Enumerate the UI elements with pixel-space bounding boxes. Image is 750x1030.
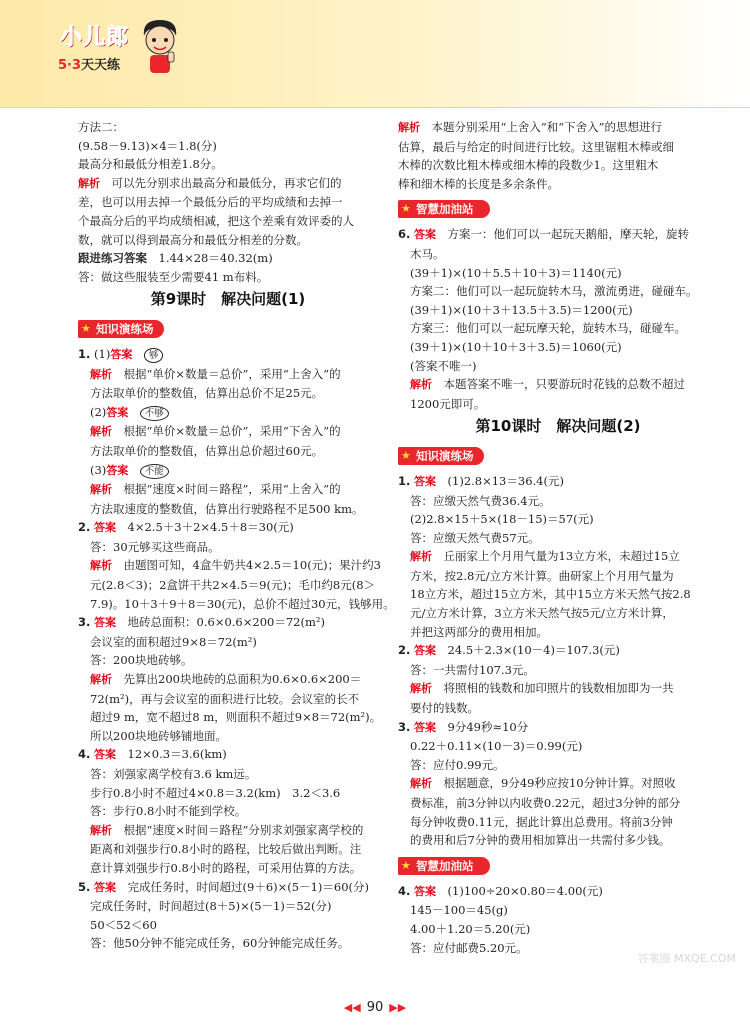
text-line: 每分钟收费0.11元，据此计算出总费用。将前3分钟	[410, 814, 673, 829]
text-line: 答：做这些服装至少需要41 m布料。	[78, 269, 269, 284]
question-number: 6.	[398, 227, 411, 242]
text-line: 50＜52＜60	[90, 917, 157, 932]
text-line: 估算，最后与给定的时间进行比较。这里锯粗木棒或细	[398, 139, 674, 154]
analysis-tag: 解析	[90, 425, 112, 439]
text-line: 4×2.5＋3＋2×4.5＋8＝30(元)	[127, 520, 294, 535]
text-line: 数，就可以得到最高分和最低分相差的分数。	[78, 232, 308, 247]
text-line: 本题答案不唯一，只要游玩时花钱的总数不超过	[443, 377, 685, 392]
section-label: ★ 智慧加油站	[398, 200, 490, 218]
text-line: 意计算刘强步行0.8小时的路程，可采用估算的方法。	[90, 860, 362, 875]
section-banner	[398, 856, 718, 876]
question-number: 3.	[78, 615, 91, 630]
text-line: 本题分别采用“上舍入”和“下舍入”的思想进行	[431, 120, 663, 134]
text-line: 答：应付邮费5.20元。	[410, 940, 528, 955]
text-line: 0.22＋0.11×(10－3)＝0.99(元)	[410, 739, 583, 754]
text-line: 根据“单价×数量＝总价”，采用“下舍入”的	[123, 424, 341, 439]
text-line: (39＋1)×(10＋5.5＋10＋3)＝1140(元)	[410, 265, 622, 280]
section-label: ★ 智慧加油站	[398, 857, 490, 875]
text-line: 72(m²)，再与会议室的面积进行比较。会议室的长不	[90, 691, 360, 706]
answer-tag: 答案	[414, 644, 437, 658]
boy-mascot-icon	[138, 18, 182, 76]
text-line: 方法取单价的整数值，估算出总价不足25元。	[90, 386, 324, 401]
analysis-tag: 解析	[410, 378, 432, 392]
text-line: 所以200块地砖够铺地面。	[90, 728, 227, 743]
text-line: 超过9 m，宽不超过8 m，则面积不超过9×8＝72(m²)。	[90, 710, 382, 725]
section-banner	[398, 446, 718, 466]
question-number: 1.	[78, 346, 91, 361]
section-label: ★ 知识演练场	[398, 447, 484, 465]
text-line: 方法取单价的整数值，估算出总价超过60元。	[90, 443, 324, 458]
text-line: 方法二：	[78, 120, 124, 134]
text-line: (1)100÷20×0.80＝4.00(元)	[447, 883, 603, 898]
left-column	[78, 118, 395, 953]
answer-tag: 答案	[414, 228, 437, 242]
text-line: 答：步行0.8小时不能到学校。	[90, 804, 247, 819]
question-number: 3.	[398, 719, 411, 734]
text-line: 1200元即可。	[410, 396, 486, 411]
text-line: 完成任务时，时间超过(8＋5)×(5－1)＝52(分)	[90, 899, 332, 914]
question-number: 2.	[398, 643, 411, 658]
analysis-tag: 解析	[410, 777, 432, 791]
analysis-tag: 解析	[90, 559, 112, 573]
circled-answer: 不够	[140, 406, 169, 421]
logo-sub-number: 5·3	[58, 58, 82, 73]
text-line: 将照相的钱数和加印照片的钱数相加即为一共	[443, 681, 674, 696]
text-line: 18立方米，超过15立方米，其中15立方米天然气按2.8	[410, 587, 691, 602]
analysis-tag: 解析	[90, 483, 112, 497]
text-line: 方案三：他们可以一起玩摩天轮，旋转木马，碰碰车。	[410, 321, 686, 336]
text-line: 由题图可知，4盒牛奶共4×2.5＝10(元)；果汁约3	[123, 558, 381, 573]
brand-logo	[52, 20, 182, 88]
text-line: 答：一共需付107.3元。	[410, 662, 535, 677]
answer-tag: 答案	[94, 616, 117, 630]
text-line: 木棒的次数比粗木棒或细木棒的段数少1。这里粗木	[398, 158, 659, 173]
text-line: 7.9)。10＋3＋9＋8＝30(元)，总价不超过30元，钱够用。	[90, 596, 395, 611]
lesson-title: 第10课时 解决问题(2)	[475, 417, 641, 436]
answer-tag: 答案	[414, 474, 437, 488]
text-line: 丘丽家上个月用气量为13立方米，未超过15立	[443, 549, 680, 564]
text-line: 并把这两部分的费用相加。	[410, 624, 548, 639]
text-line: 根据“单价×数量＝总价”，采用“上舍入”的	[123, 366, 341, 381]
header-band	[0, 0, 750, 108]
text-line: 9分49秒≈10分	[447, 719, 529, 734]
logo-title: 小儿郎	[60, 25, 130, 50]
text-line: 先算出200块地砖的总面积为0.6×0.6×200＝	[123, 672, 362, 687]
section-banner	[398, 199, 718, 219]
analysis-tag: 解析	[90, 367, 112, 381]
text-line: (2)2.8×15＋5×(18－15)＝57(元)	[410, 512, 594, 527]
answer-tag: 答案	[94, 880, 117, 894]
text-line: 答：应付0.99元。	[410, 757, 505, 772]
analysis-tag: 解析	[410, 682, 432, 696]
answer-tag: 答案	[414, 720, 437, 734]
sub-number: (1)	[94, 346, 111, 361]
right-column	[398, 118, 718, 957]
text-line: 答：他50分钟不能完成任务，60分钟能完成任务。	[90, 936, 350, 951]
next-arrows-icon: ▶▶	[389, 1001, 407, 1014]
text-line: 方案一：他们可以一起玩天鹅船，摩天轮，旋转	[447, 227, 690, 242]
text-line: (39＋1)×(10＋10＋3＋3.5)＝1060(元)	[410, 339, 622, 354]
lesson-title: 第9课时 解决问题(1)	[150, 290, 306, 309]
text-line: 4.00＋1.20＝5.20(元)	[410, 921, 531, 936]
answer-tag: 答案	[106, 463, 129, 477]
analysis-tag: 解析	[410, 550, 432, 564]
text-line: 元(2.8＜3)；2盒饼干共2×4.5＝9(元)；毛巾约8元(8＞	[90, 578, 376, 593]
text-line: 棒和细木棒的长度是多余条件。	[398, 176, 559, 191]
section-label: ★ 知识演练场	[78, 320, 164, 338]
analysis-tag: 解析	[78, 176, 100, 190]
text-line: 费标准，前3分钟以内收费0.22元，超过3分钟的部分	[410, 796, 681, 810]
text-line: 答：30元够买这些商品。	[90, 539, 220, 554]
sub-number: (2)	[90, 404, 107, 419]
followup-tag: 跟进练习答案	[78, 251, 147, 266]
sub-number: (3)	[90, 462, 107, 477]
section-banner	[78, 319, 378, 339]
circled-answer: 不能	[140, 464, 169, 479]
circled-answer: 够	[144, 348, 164, 363]
page-number: 90	[366, 1000, 384, 1015]
text-line: 木马。	[410, 246, 445, 261]
question-number: 4.	[78, 747, 91, 762]
prev-arrows-icon: ◀◀	[343, 1001, 361, 1014]
text-line: (9.58－9.13)×4＝1.8(分)	[78, 138, 217, 153]
text-line: 答：应缴天然气费36.4元。	[410, 493, 551, 508]
text-line: 答：应缴天然气费57元。	[410, 530, 540, 545]
text-line: 元/立方米计算，3立方米天然气按5元/立方米计算，	[410, 606, 674, 621]
question-number: 5.	[78, 879, 91, 894]
answer-tag: 答案	[106, 405, 129, 419]
text-line: 根据“速度×时间＝路程”，采用“上舍入”的	[123, 482, 341, 497]
answer-tag: 答案	[94, 521, 117, 535]
text-line: 差，也可以用去掉一个最低分后的平均成绩和去掉一	[78, 195, 343, 210]
analysis-tag: 解析	[398, 121, 420, 134]
text-line: (答案不唯一)	[410, 358, 477, 373]
text-line: 答：200块地砖够。	[90, 653, 193, 668]
text-line: 可以先分别求出最高分和最低分，再求它们的	[111, 175, 342, 190]
text-line: 的费用和后7分钟的费用相加算出一共需付多少钱。	[410, 833, 671, 848]
text-line: 距离和刘强步行0.8小时的路程，比较后做出判断。注	[90, 842, 362, 857]
text-line: 12×0.3＝3.6(km)	[127, 747, 227, 762]
text-line: 地砖总面积：0.6×0.6×200＝72(m²)	[127, 615, 325, 630]
analysis-tag: 解析	[90, 673, 112, 687]
answer-tag: 答案	[414, 884, 437, 898]
question-number: 4.	[398, 883, 411, 898]
text-line: (1)2.8×13＝36.4(元)	[447, 473, 564, 488]
answer-tag: 答案	[110, 347, 133, 361]
question-number: 1.	[398, 473, 411, 488]
text-line: 145－100＝45(g)	[410, 903, 508, 918]
question-number: 2.	[78, 520, 91, 535]
watermark: 答案圈 MXQE.COM	[637, 952, 736, 965]
text-line: (39＋1)×(10＋3＋13.5＋3.5)＝1200(元)	[410, 302, 633, 317]
text-line: 1.44×28＝40.32(m)	[158, 251, 273, 266]
text-line: 根据“速度×时间＝路程”分别求刘强家离学校的	[123, 822, 364, 837]
logo-sub-text: 天天练	[81, 58, 121, 73]
text-line: 根据题意，9分49秒应按10分钟计算。对照收	[443, 776, 676, 791]
analysis-tag: 解析	[90, 823, 112, 837]
text-line: 会议室的面积超过9×8＝72(m²)	[90, 634, 257, 649]
text-line: 24.5＋2.3×(10－4)＝107.3(元)	[447, 643, 620, 658]
text-line: 方法取速度的整数值，估算出行驶路程不足500 km。	[90, 501, 364, 516]
text-line: 个最高分后的平均成绩相减，把这个差乘有效评委的人	[78, 213, 354, 228]
answer-tag: 答案	[94, 748, 117, 762]
text-line: 方米，按2.8元/立方米计算。曲研家上个月用气量为	[410, 568, 674, 583]
text-line: 要付的钱数。	[410, 701, 479, 716]
text-line: 答：刘强家离学校有3.6 km远。	[90, 767, 257, 781]
text-line: 最高分和最低分相差1.8分。	[78, 157, 223, 172]
text-line: 步行0.8小时不超过4×0.8＝3.2(km) 3.2＜3.6	[90, 785, 341, 800]
page-footer	[0, 1000, 750, 1015]
text-line: 完成任务时，时间超过(9＋6)×(5－1)＝60(分)	[127, 879, 369, 894]
logo-subtitle	[58, 54, 120, 73]
text-line: 方案二：他们可以一起玩旋转木马，激流勇进，碰碰车。	[410, 284, 698, 299]
